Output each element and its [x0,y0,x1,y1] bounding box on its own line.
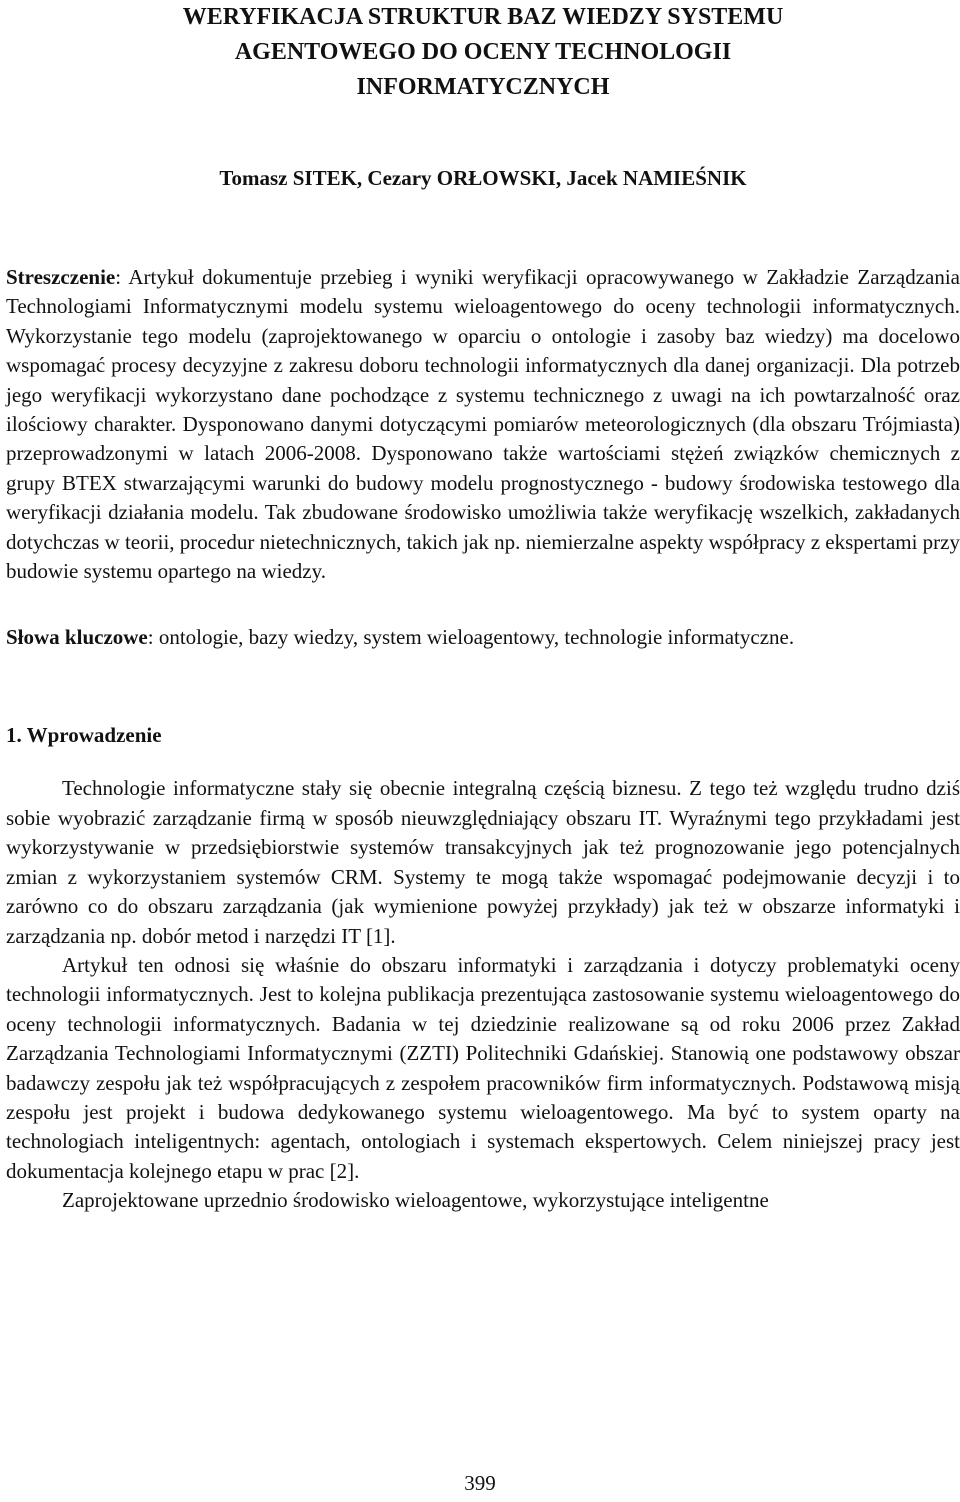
title-line-1: WERYFIKACJA STRUKTUR BAZ WIEDZY SYSTEMU [182,4,784,30]
keywords [6,622,960,652]
author-list: Tomasz SITEK, Cezary ORŁOWSKI, Jacek NAMIEŚNIK [219,166,747,190]
abstract [6,263,960,586]
section-body [6,774,960,1215]
document-page [6,0,960,1216]
page-number: 399 [464,1471,496,1495]
title-line-2: AGENTOWEGO DO OCENY TECHNOLOGII [234,39,732,65]
paragraph: Technologie informatyczne stały się obecnie integralną częścią biznesu. Z tego też względu trudno dziś sobie wyobrazić zarządzanie firmą w sposób nieuwzględniający obszaru IT. Wyraźnymi tego przykładami jest wykorzystywanie w przedsiębiorstwie systemów transakcyjnych jak też prognozowanie jego potencjalnych zmian z wykorzystaniem systemów CRM. Systemy te mogą także wspomagać podejmowanie decyzji i to zarówno co do obszaru zarządzania (jak wymienione powyżej przykłady) jak też w obszarze informatyki i zarządzania np. dobór metod i narzędzi IT [1]. [6,776,960,948]
keywords-label: Słowa kluczowe [6,625,148,650]
abstract-text: : Artykuł dokumentuje przebieg i wyniki weryfikacji opracowywanego w Zakładzie Zarządzania Technologiami Informatycznymi modelu systemu wieloagentowego do oceny technologii informatycznych. Wykorzystanie tego modelu (zaprojektowanego w oparciu o ontologie i zasoby baz wiedzy) ma docelowo wspomagać procesy decyzyjne z zakresu doboru technologii informatycznych dla danej organizacji. Dla potrzeb jego weryfikacji wykorzystano dane pochodzące z systemu technicznego z uwagi na ich powtarzalność oraz ilościowy charakter. Dysponowano danymi dotyczącymi pomiarów meteorologicznych (dla obszaru Trójmiasta) przeprowadzonymi w latach 2006-2008. Dysponowano także wartościami stężeń związków chemicznych z grupy BTEX stwarzającymi warunki do budowy modelu prognostycznego - budowy środowiska testowego dla weryfikacji działania modelu. Tak zbudowane środowisko umożliwia także weryfikację wszelkich, zakładanych dotychczas w teorii, procedur nietechnicznych, takich jak np. niemierzalne aspekty współpracy z ekspertami przy budowie systemu opartego na wiedzy. [6,265,960,584]
paragraph: Artykuł ten odnosi się właśnie do obszaru informatyki i zarządzania i dotyczy problematyki oceny technologii informatycznych. Jest to kolejna publikacja prezentująca zastosowanie systemu wieloagentowego do oceny technologii informatycznych. Badania w tej dziedzinie realizowane są od roku 2006 przez Zakład Zarządzania Technologiami Informatycznymi (ZZTI) Politechniki Gdańskiej. Stanowią one podstawowy obszar badawczy zespołu jak też współpracujących z zespołem pracowników firm informatycznych. Podstawową misją zespołu jest projekt i budowa dedykowanego systemu wieloagentowego. Ma być to system oparty na technologiach inteligentnych: agentach, ontologiach i systemach ekspertowych. Celem niniejszej pracy jest dokumentacja kolejnego etapu w prac [2]. [6,952,960,1183]
keywords-text: : ontologie, bazy wiedzy, system wieloagentowy, technologie informatyczne. [147,625,795,650]
abstract-label: Streszczenie [6,265,116,289]
paper-title [6,0,960,105]
title-line-3: INFORMATYCZNYCH [356,74,610,100]
section-heading: 1. Wprowadzenie [6,723,162,748]
paragraph: Zaprojektowane uprzednio środowisko wieloagentowe, wykorzystujące inteligentne [62,1188,769,1213]
